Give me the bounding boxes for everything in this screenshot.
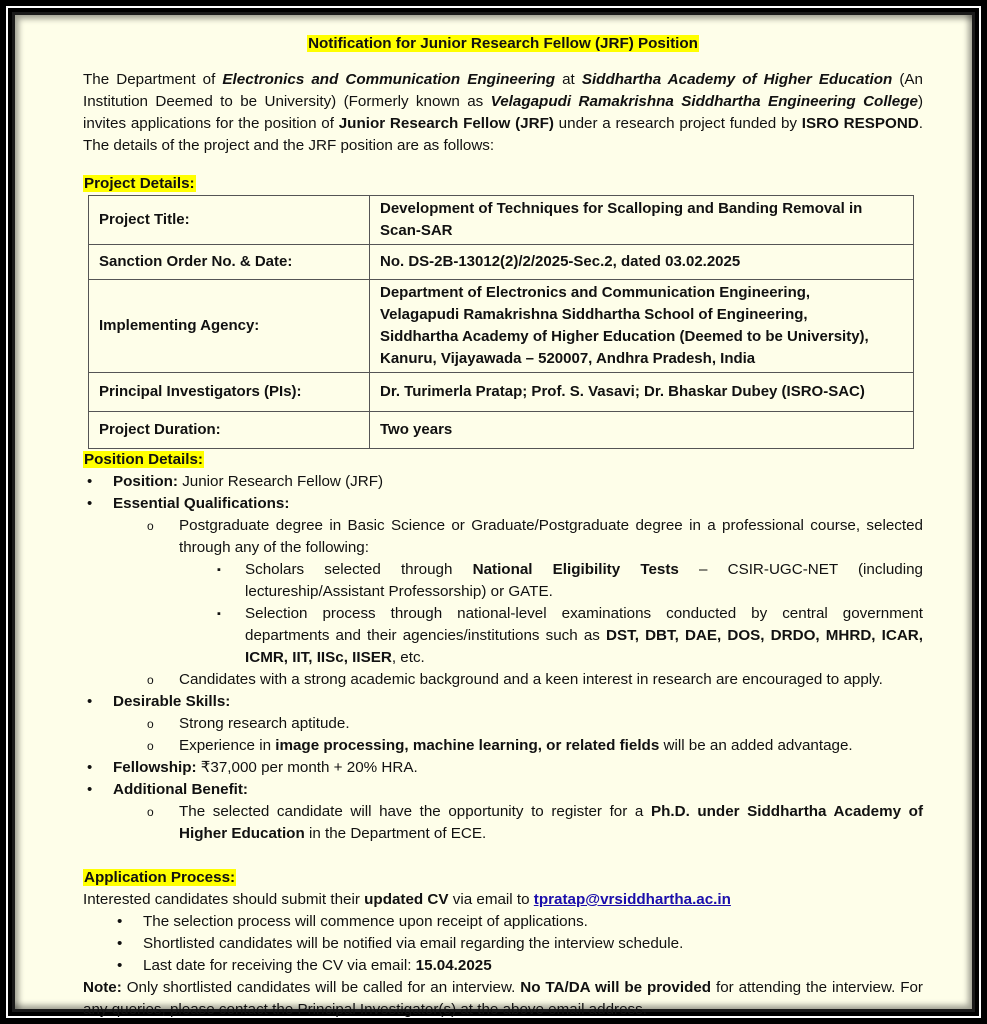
list-item-position — [83, 471, 923, 493]
list-item — [215, 559, 923, 603]
table-row — [89, 280, 914, 373]
list-item-desirable-skills — [83, 691, 923, 757]
qualifications-sublist — [113, 515, 923, 691]
list-item — [145, 735, 923, 757]
table-row — [89, 373, 914, 412]
list-item: • Shortlisted candidates will be notified via email regarding the interview schedule. — [113, 933, 923, 955]
item-text: Candidates with a strong academic background and a keen interest in research are encouraged to apply. — [179, 671, 883, 688]
intro-text: ) invites applications for the position of — [83, 93, 923, 132]
skills-sublist — [113, 713, 923, 757]
project-title-value: Development of Techniques for Scalloping and Banding Removal in Scan-SAR — [370, 196, 914, 245]
intro-bold: updated CV — [364, 891, 449, 908]
item-bold: Ph.D. under Siddhartha Academy of Higher Education — [179, 803, 923, 842]
item-text: Experience in — [179, 737, 276, 754]
benefit-sublist — [113, 801, 923, 845]
application-list — [83, 911, 923, 977]
intro-paragraph — [83, 69, 923, 157]
implementing-agency-value — [370, 280, 914, 373]
email-link[interactable]: tpratap@vrsiddhartha.ac.in — [533, 891, 731, 908]
item-label: Essential Qualifications: — [113, 495, 290, 512]
item-value: ₹37,000 per month + 20% HRA. — [196, 759, 418, 776]
table-row — [89, 245, 914, 280]
project-details-heading-wrap — [83, 173, 923, 195]
position-details-heading: Position Details: — [84, 451, 203, 468]
note-paragraph — [83, 977, 923, 1021]
item-text: The selected candidate will have the opportunity to register for a — [179, 803, 651, 820]
last-date-value: 15.04.2025 — [415, 957, 492, 974]
item-bold: DST, DBT, DAE, DOS, DRDO, MHRD, ICAR, ICMR, IIT, IISc, IISER — [245, 627, 923, 666]
item-text: Postgraduate degree in Basic Science or Graduate/Postgraduate degree in a professional course, selected through any of the following: — [179, 517, 923, 556]
intro-text: via email to — [448, 891, 534, 908]
note-text: Only shortlisted candidates will be called for an interview. — [121, 979, 521, 996]
notice-title: Notification for Junior Research Fellow (JRF) Position — [308, 35, 698, 52]
item-text: – CSIR-UGC-NET (including lectureship/Assistant Professorship) or GATE. — [245, 561, 924, 600]
agency-line: Department of Electronics and Communication Engineering, — [380, 284, 811, 301]
project-details-heading: Project Details: — [84, 175, 195, 192]
intro-text: Interested candidates should submit their — [83, 891, 365, 908]
item-label: Additional Benefit: — [113, 781, 248, 798]
list-item-last-date — [113, 955, 923, 977]
notice-content — [83, 33, 923, 1021]
spacer — [83, 845, 923, 867]
department-name: Electronics and Communication Engineering — [222, 71, 556, 88]
notice-page — [12, 12, 975, 1018]
intro-text: The Department of — [83, 71, 223, 88]
note-bold: No TA/DA will be provided — [520, 979, 712, 996]
intro-text: under a research project funded by — [553, 115, 802, 132]
row-label: Sanction Order No. & Date: — [89, 245, 370, 280]
item-text: , etc. — [391, 649, 425, 666]
row-label: Principal Investigators (PIs): — [89, 373, 370, 412]
row-label: Implementing Agency: — [89, 280, 370, 373]
list-item: • The selection process will commence upon receipt of applications. — [113, 911, 923, 933]
item-bold: National Eligibility Tests — [472, 561, 679, 578]
row-label: Project Title: — [89, 196, 370, 245]
list-item — [145, 801, 923, 845]
item-value: Junior Research Fellow (JRF) — [177, 473, 384, 490]
list-item — [145, 669, 923, 691]
list-item-additional-benefit — [83, 779, 923, 845]
position-details-list — [83, 471, 923, 845]
project-duration-value: Two years — [370, 412, 914, 449]
item-label: Position: — [113, 473, 178, 490]
intro-text: . The details of the project and the JRF position are as follows: — [83, 115, 923, 154]
list-item — [145, 713, 923, 735]
project-details-table — [88, 195, 914, 449]
list-item-essential-qualifications — [83, 493, 923, 691]
exam-sublist — [179, 559, 923, 669]
former-name: Velagapudi Ramakrishna Siddhartha Engineering College — [490, 93, 918, 110]
position-details-heading-wrap — [83, 449, 923, 471]
application-process-heading-wrap — [83, 867, 923, 889]
row-label: Project Duration: — [89, 412, 370, 449]
list-item — [215, 603, 923, 669]
agency-line: Siddhartha Academy of Higher Education (Deemed to be University), — [380, 328, 869, 345]
item-text: Strong research aptitude. — [179, 715, 350, 732]
funder-name: ISRO RESPOND — [801, 115, 919, 132]
list-item — [145, 515, 923, 669]
application-intro — [83, 889, 923, 911]
notice-title-wrap — [83, 33, 923, 55]
agency-line: Kanuru, Vijayawada – 520007, Andhra Pradesh, India — [380, 350, 756, 367]
item-text: in the Department of ECE. — [304, 825, 487, 842]
agency-line: Velagapudi Ramakrishna Siddhartha School of Engineering, — [380, 306, 808, 323]
table-row — [89, 196, 914, 245]
item-label: Fellowship: — [113, 759, 197, 776]
list-item-fellowship — [83, 757, 923, 779]
item-text: Selection process through national-level examinations conducted by central government departments and their agencies/institutions such as — [245, 605, 923, 644]
intro-text: (An Institution Deemed to be University) (Formerly known as — [83, 71, 923, 110]
item-label: Desirable Skills: — [113, 693, 231, 710]
principal-investigators-value: Dr. Turimerla Pratap; Prof. S. Vasavi; Dr. Bhaskar Dubey (ISRO-SAC) — [370, 373, 914, 412]
note-text: for attending the interview. For any queries, please contact the Principal Investigator(s) at the above email address. — [83, 979, 923, 1018]
item-bold: image processing, machine learning, or related fields — [275, 737, 660, 754]
sanction-order-value: No. DS-2B-13012(2)/2/2025-Sec.2, dated 03.02.2025 — [370, 245, 914, 280]
table-row — [89, 412, 914, 449]
intro-text: at — [555, 71, 582, 88]
item-text: will be an added advantage. — [659, 737, 853, 754]
university-name: Siddhartha Academy of Higher Education — [581, 71, 893, 88]
application-process-heading: Application Process: — [84, 869, 236, 886]
item-text: Scholars selected through — [245, 561, 473, 578]
position-name: Junior Research Fellow (JRF) — [338, 115, 554, 132]
item-text: Last date for receiving the CV via email: — [143, 957, 416, 974]
note-label: Note: — [83, 979, 122, 996]
